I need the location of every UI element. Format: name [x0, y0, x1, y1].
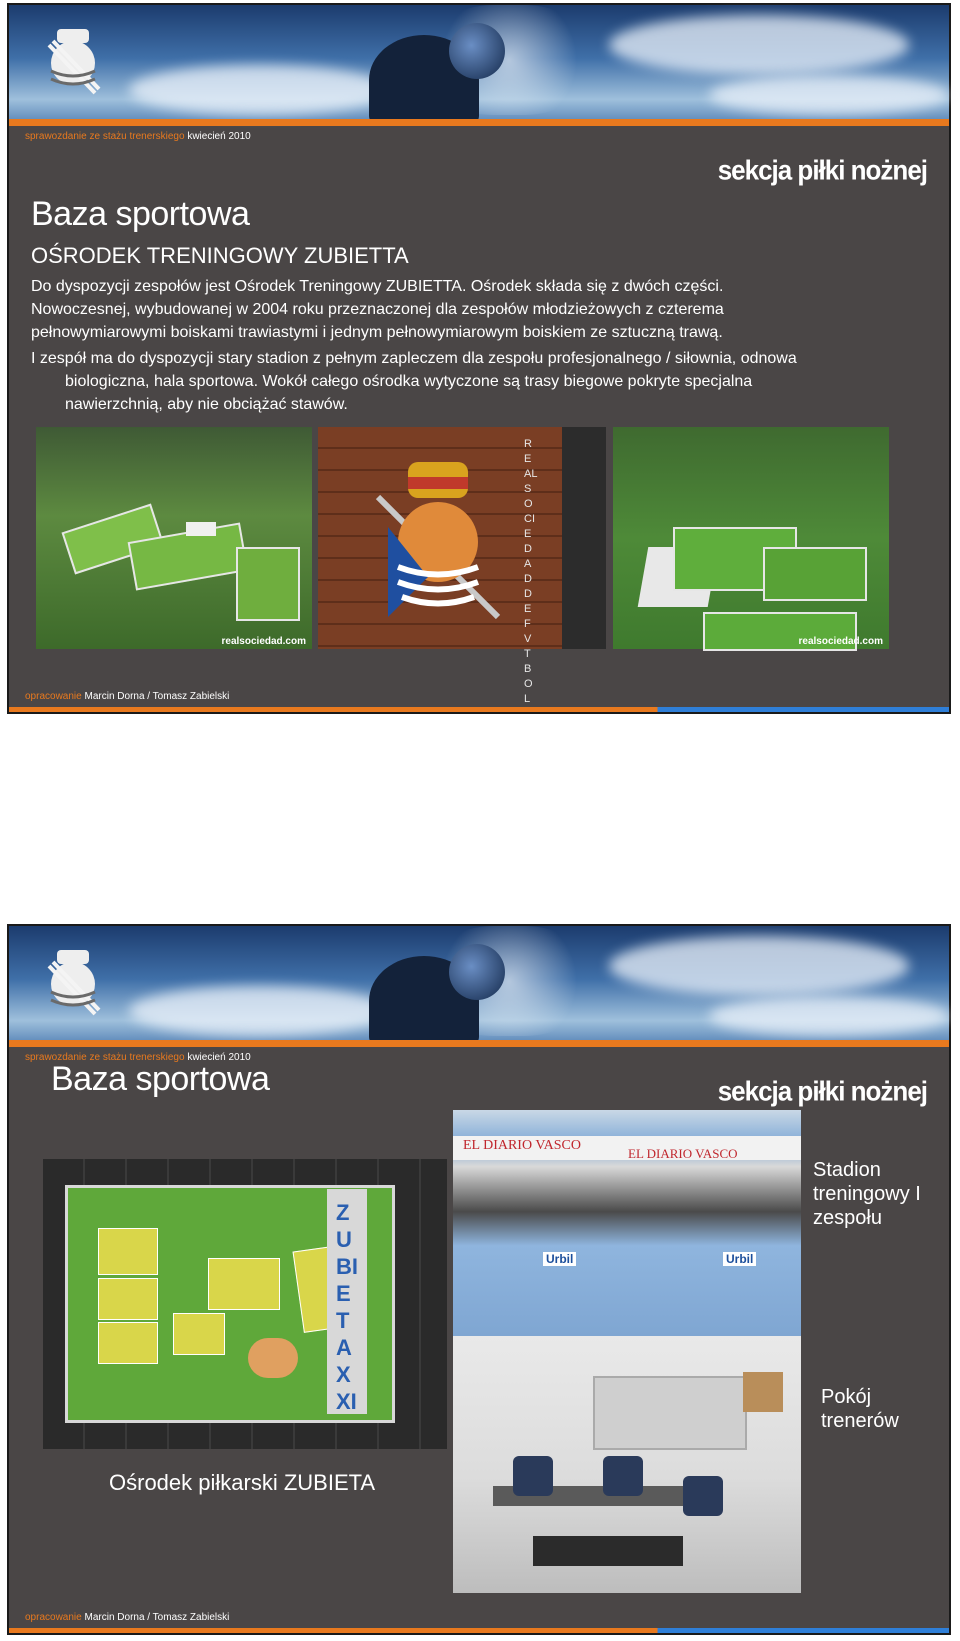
room-label: Pokój trenerów: [821, 1386, 899, 1432]
photo-watermark: realsociedad.com: [221, 636, 306, 647]
stadium-photo: [453, 1110, 801, 1336]
paragraph-line: pełnowymiarowymi boiskami trawiastymi i jednym pełnowymiarowym boiskiem ze sztuczną trawą.: [31, 324, 723, 341]
stadium-banner: EL DIARIO VASCO: [628, 1146, 738, 1161]
sponsor-text: Urbil: [543, 1252, 576, 1266]
wall-crest-photo: [318, 427, 606, 705]
site-map-photo: [43, 1159, 447, 1449]
aerial-photo-left: [36, 427, 312, 649]
ball-icon: [449, 944, 505, 1000]
map-caption: Ośrodek piłkarski ZUBIETA: [109, 1470, 376, 1495]
report-caption: sprawozdanie ze stażu trenerskiego kwiecień 2010: [25, 1052, 251, 1063]
header-banner: [9, 5, 949, 123]
photo-watermark: realsociedad.com: [798, 636, 883, 647]
orange-divider: [9, 119, 949, 126]
coaches-room-photo: [453, 1336, 801, 1593]
wall-letters: REAL SOCIEDAD DE FVTBOL: [524, 438, 538, 705]
map-sign-text: ZUBIETA XXI: [336, 1200, 358, 1414]
stadium-banner: EL DIARIO VASCO: [463, 1138, 581, 1153]
section-title: sekcja piłki nożnej: [717, 154, 927, 186]
paragraph-line: Do dyspozycji zespołów jest Ośrodek Treningowy ZUBIETTA. Ośrodek składa się z dwóch części.: [31, 278, 724, 295]
sponsor-text: Urbil: [723, 1252, 756, 1266]
club-crest-icon: [35, 23, 105, 103]
ball-icon: [449, 23, 505, 79]
stadium-label: Stadion treningowy I zespołu: [813, 1159, 921, 1229]
footer-caption: opracowanie Marcin Dorna / Tomasz Zabielski: [25, 691, 230, 702]
club-crest-icon: [35, 944, 105, 1024]
paragraph-line: nawierzchnią, aby nie obciążać stawów.: [65, 396, 348, 413]
paragraph-line: I zespół ma do dyspozycji stary stadion z pełnym zapleczem dla zespołu profesjonalnego / siłownia, odnowa: [31, 350, 797, 367]
page-title: Baza sportowa: [31, 195, 250, 233]
paragraph-line: biologiczna, hala sportowa. Wokół całego ośrodka wytyczone są trasy biegowe pokryte specjalna: [65, 373, 753, 390]
aerial-photo-right: [613, 427, 889, 649]
footer-bar: [9, 707, 949, 712]
orange-divider: [9, 1040, 949, 1047]
club-crest-icon: [368, 457, 508, 627]
paragraph-line: Nowoczesnej, wybudowanej w 2004 roku przeznaczonej dla zespołów młodzieżowych z czterema: [31, 301, 724, 318]
section-title: sekcja piłki nożnej: [717, 1075, 927, 1107]
footer-bar: [9, 1628, 949, 1633]
slide-1: [7, 3, 951, 714]
header-banner: [9, 926, 949, 1044]
page-subtitle: OŚRODEK TRENINGOWY ZUBIETTA: [31, 243, 409, 268]
report-caption: sprawozdanie ze stażu trenerskiego kwiecień 2010: [25, 131, 251, 142]
page-title: Baza sportowa: [51, 1060, 270, 1098]
footer-caption: opracowanie Marcin Dorna / Tomasz Zabielski: [25, 1612, 230, 1623]
slide-2: [7, 924, 951, 1635]
